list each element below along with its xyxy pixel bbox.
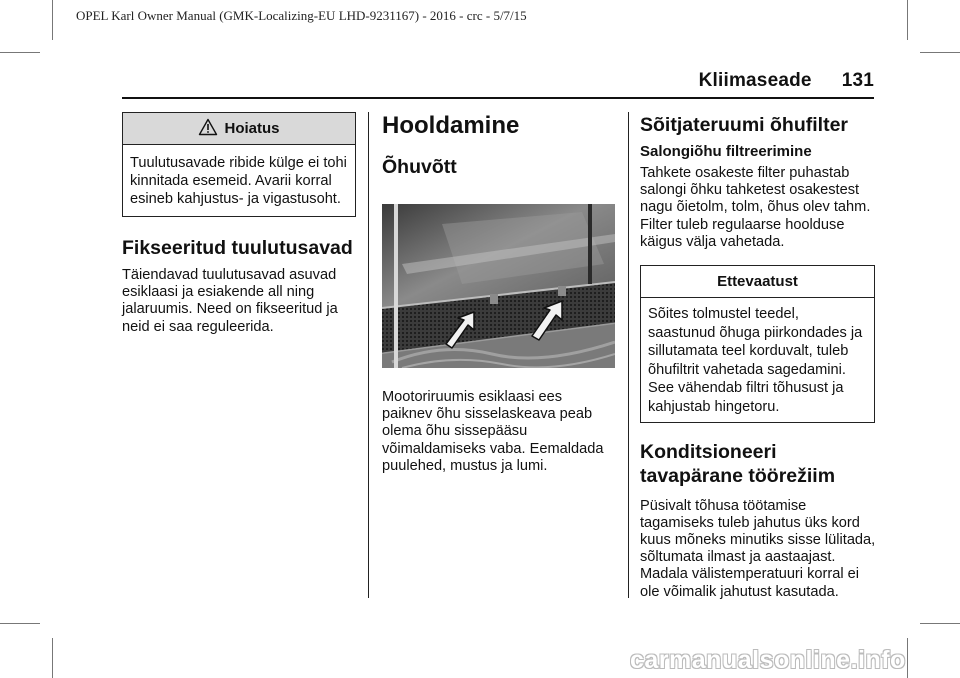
column-divider (368, 112, 369, 598)
column-divider (628, 112, 629, 598)
caution-header (641, 266, 874, 298)
ac-operation-text: Püsivalt tõhusa töötamise tagamiseks tuleb jahutus üks kord kuus mõneks minutiks sisse lülitada, sõltumata ilmast ja aastaajast. Madala välistemperatuuri korral ei ole võimalik jahutust kasutada. (640, 497, 876, 600)
subheading-cabin-air-filtration: Salongiõhu filtreerimine (640, 143, 812, 160)
crop-mark (907, 0, 908, 40)
column-2 (382, 112, 616, 475)
column-1 (122, 112, 356, 336)
crop-mark (0, 52, 40, 53)
running-header (699, 70, 874, 92)
crop-mark (907, 638, 908, 678)
warning-triangle-icon (198, 118, 218, 136)
page-number: 131 (841, 70, 874, 91)
section-heading-cabin-filter: Sõitjateruumi õhufilter (640, 114, 849, 136)
warning-body (123, 145, 355, 216)
subheading-air-intake: Õhuvõtt (382, 156, 457, 178)
crop-mark (920, 623, 960, 624)
warning-title: Hoiatus (224, 120, 280, 137)
crop-mark (920, 52, 960, 53)
cabin-filter-text: Tahkete osakeste filter puhastab salongi õhku tahketest osakestest nagu õietolm, tolm, õhus olev tahm. Filter tuleb regulaarse hoolduse käigus välja vahetada. (640, 165, 871, 250)
air-intake-illustration (382, 204, 615, 368)
column-3 (640, 112, 876, 601)
fixed-vents-text: Täiendavad tuulutusavad asuvad esiklaasi ja esiakende all ning jalaruumis. Need on fikseeritud ja neid ei saa reguleerida. (122, 267, 338, 335)
crop-mark (52, 638, 53, 678)
crop-mark (52, 0, 53, 40)
print-metadata: OPEL Karl Owner Manual (GMK-Localizing-EU LHD-9231167) - 2016 - crc - 5/7/15 (76, 8, 527, 23)
caution-text: Sõites tolmustel teedel, saastunud õhuga piirkondades ja sillutamata teel korduvalt, tuleb õhufiltrit vahetada sagedamini. See vähendab filtri tõhusust ja kahjustab hingetoru. (648, 306, 863, 415)
watermark: carmanualsonline.info (630, 646, 906, 674)
air-intake-photo (382, 204, 615, 368)
caution-body (641, 298, 874, 422)
section-title: Kliimaseade (698, 70, 812, 91)
section-heading-fixed-vents: Fikseeritud tuulutusavad (122, 237, 353, 259)
warning-box (122, 112, 356, 217)
header-rule (122, 97, 874, 99)
crop-mark (0, 623, 40, 624)
caution-box (640, 265, 875, 423)
warning-text: Tuulutusavade ribide külge ei tohi kinnitada esemeid. Avarii korral esineb kahjustus- ja vigastusoht. (130, 155, 347, 207)
air-intake-caption: Mootoriruumis esiklaasi ees paiknev õhu sisselaskeava peab olema õhu sissepääsu võimaldamiseks vaba. Eemaldada puulehed, mustus ja lumi. (382, 389, 604, 474)
caution-title: Ettevaatust (717, 273, 798, 291)
warning-header (123, 113, 355, 145)
section-heading-ac-regular-operation: Konditsioneeri tavapärane töörežiim (640, 440, 836, 487)
section-heading-maintenance: Hooldamine (382, 112, 520, 139)
